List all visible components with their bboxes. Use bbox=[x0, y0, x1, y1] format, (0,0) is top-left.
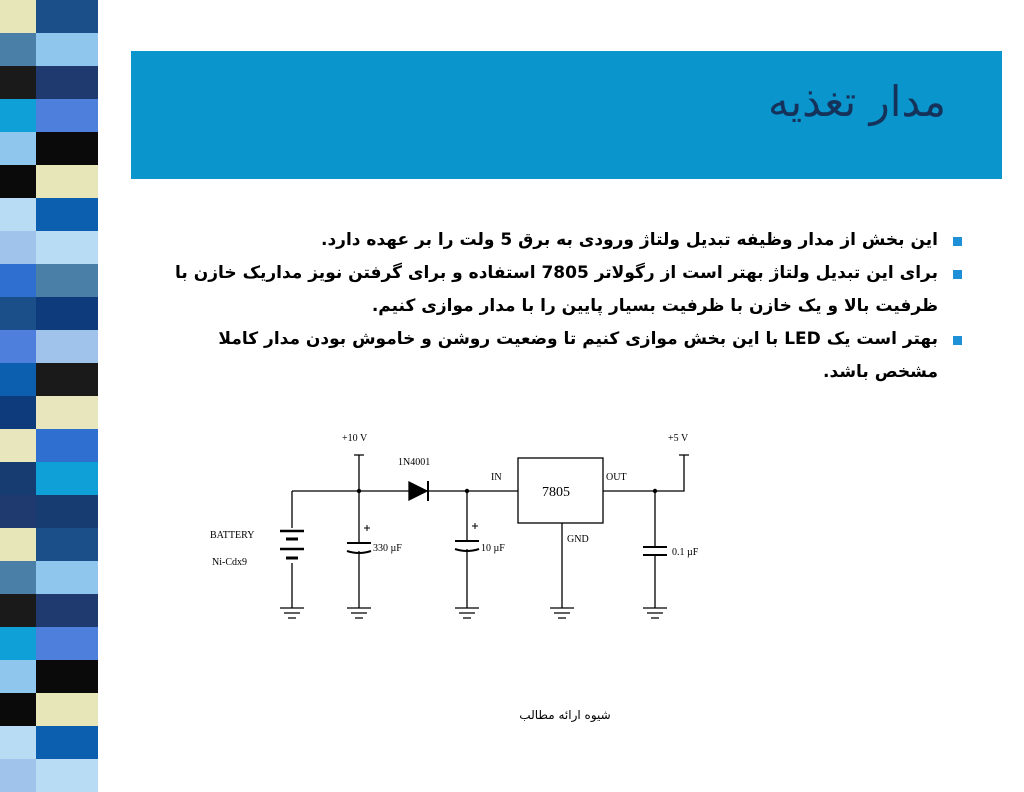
stripe-cell bbox=[98, 495, 118, 528]
diode-label: 1N4001 bbox=[398, 457, 431, 468]
pin-gnd-label: GND bbox=[567, 534, 589, 545]
capacitor-330uf bbox=[347, 491, 371, 608]
stripe-cell bbox=[36, 99, 98, 132]
stripe-cell bbox=[36, 297, 98, 330]
stripe-band bbox=[0, 297, 118, 330]
stripe-band bbox=[0, 66, 118, 99]
title-bar bbox=[131, 51, 1002, 179]
battery-symbol bbox=[280, 491, 304, 608]
stripe-cell bbox=[98, 264, 118, 297]
stripe-cell bbox=[0, 396, 36, 429]
stripe-cell bbox=[98, 759, 118, 792]
stripe-cell bbox=[0, 330, 36, 363]
stripe-cell bbox=[98, 132, 118, 165]
cap2-label: 10 µF bbox=[481, 543, 505, 554]
diode-symbol bbox=[409, 481, 428, 501]
stripe-cell bbox=[0, 231, 36, 264]
stripe-band bbox=[0, 264, 118, 297]
stripe-cell bbox=[98, 231, 118, 264]
stripe-cell bbox=[98, 99, 118, 132]
stripe-cell bbox=[0, 594, 36, 627]
stripe-cell bbox=[0, 660, 36, 693]
capacitor-10uf bbox=[455, 491, 479, 608]
bullet-list bbox=[150, 224, 962, 389]
stripe-cell bbox=[98, 363, 118, 396]
stripe-cell bbox=[0, 132, 36, 165]
stripe-cell bbox=[98, 594, 118, 627]
stripe-cell bbox=[36, 198, 98, 231]
stripe-cell bbox=[36, 627, 98, 660]
stripe-band bbox=[0, 594, 118, 627]
stripe-cell bbox=[98, 627, 118, 660]
stripe-band bbox=[0, 495, 118, 528]
stripe-band bbox=[0, 528, 118, 561]
cap3-label: 0.1 µF bbox=[672, 547, 699, 558]
stripe-cell bbox=[0, 0, 36, 33]
stripe-cell bbox=[36, 495, 98, 528]
stripe-cell bbox=[0, 627, 36, 660]
stripe-band bbox=[0, 660, 118, 693]
stripe-band bbox=[0, 726, 118, 759]
stripe-cell bbox=[36, 726, 98, 759]
input-voltage-label: +10 V bbox=[342, 433, 368, 444]
stripe-cell bbox=[36, 330, 98, 363]
stripe-band bbox=[0, 198, 118, 231]
regulator-label: 7805 bbox=[542, 485, 570, 500]
stripe-band bbox=[0, 33, 118, 66]
stripe-cell bbox=[36, 528, 98, 561]
pin-out-label: OUT bbox=[606, 472, 627, 483]
footer-text: شیوه ارائه مطالب bbox=[519, 708, 611, 722]
stripe-cell bbox=[36, 0, 98, 33]
stripe-cell bbox=[0, 363, 36, 396]
stripe-cell bbox=[36, 66, 98, 99]
battery-label: BATTERY bbox=[210, 530, 255, 541]
stripe-band bbox=[0, 231, 118, 264]
stripe-cell bbox=[98, 0, 118, 33]
stripe-cell bbox=[36, 363, 98, 396]
stripe-cell bbox=[36, 264, 98, 297]
stripe-cell bbox=[98, 462, 118, 495]
stripe-cell bbox=[98, 693, 118, 726]
stripe-band bbox=[0, 561, 118, 594]
ground-icon bbox=[280, 608, 667, 618]
stripe-cell bbox=[0, 165, 36, 198]
capacitor-0-1uf bbox=[643, 491, 667, 608]
square-bullet-icon bbox=[953, 237, 962, 246]
stripe-cell bbox=[0, 66, 36, 99]
stripe-band bbox=[0, 99, 118, 132]
stripe-cell bbox=[98, 528, 118, 561]
stripe-cell bbox=[0, 99, 36, 132]
stripe-band bbox=[0, 330, 118, 363]
stripe-cell bbox=[36, 660, 98, 693]
stripe-cell bbox=[98, 198, 118, 231]
stripe-band bbox=[0, 363, 118, 396]
power-supply-schematic bbox=[200, 425, 720, 640]
stripe-cell bbox=[0, 462, 36, 495]
stripe-band bbox=[0, 693, 118, 726]
stripe-cell bbox=[98, 165, 118, 198]
bullet-item bbox=[150, 257, 962, 323]
stripe-cell bbox=[98, 396, 118, 429]
stripe-cell bbox=[36, 33, 98, 66]
stripe-cell bbox=[98, 660, 118, 693]
stripe-cell bbox=[98, 33, 118, 66]
stripe-band bbox=[0, 759, 118, 792]
stripe-band bbox=[0, 429, 118, 462]
stripe-cell bbox=[98, 66, 118, 99]
stripe-cell bbox=[98, 726, 118, 759]
stripe-band bbox=[0, 132, 118, 165]
battery-type-label: Ni-Cdx9 bbox=[212, 557, 247, 568]
stripe-cell bbox=[36, 759, 98, 792]
stripe-band bbox=[0, 396, 118, 429]
polarity-mark bbox=[364, 523, 478, 531]
stripe-cell bbox=[0, 759, 36, 792]
stripe-cell bbox=[36, 396, 98, 429]
bullet-item bbox=[150, 323, 962, 389]
stripe-cell bbox=[36, 594, 98, 627]
stripe-cell bbox=[98, 297, 118, 330]
bullet-item bbox=[150, 224, 962, 257]
stripe-cell bbox=[98, 429, 118, 462]
stripe-band bbox=[0, 0, 118, 33]
output-voltage-label: +5 V bbox=[668, 433, 689, 444]
bullet-text: این بخش از مدار وظیفه تبدیل ولتاژ ورودی به برق 5 ولت را بر عهده دارد. bbox=[320, 230, 938, 250]
stripe-cell bbox=[36, 561, 98, 594]
stripe-cell bbox=[36, 132, 98, 165]
stripe-cell bbox=[36, 693, 98, 726]
stripe-cell bbox=[0, 693, 36, 726]
bullet-text: بهتر است یک LED با این بخش موازی کنیم تا وضعیت روشن و خاموش بودن مدار کاملا مشخص باشد. bbox=[218, 329, 938, 382]
stripe-cell bbox=[0, 429, 36, 462]
stripe-cell bbox=[0, 33, 36, 66]
stripe-band bbox=[0, 165, 118, 198]
stripe-cell bbox=[36, 462, 98, 495]
stripe-cell bbox=[0, 297, 36, 330]
pin-in-label: IN bbox=[491, 472, 502, 483]
stripe-cell bbox=[36, 165, 98, 198]
stripe-band bbox=[0, 627, 118, 660]
slide-title: مدار تغذیه bbox=[767, 77, 946, 126]
stripe-cell bbox=[36, 231, 98, 264]
stripe-band bbox=[0, 462, 118, 495]
stripe-cell bbox=[0, 264, 36, 297]
decorative-stripe-bar bbox=[0, 0, 118, 768]
stripe-cell bbox=[0, 528, 36, 561]
bullet-text: برای این تبدیل ولتاژ بهتر است از رگولاتر 7805 استفاده و برای گرفتن نویز مداریک خازن با ظرفیت بالا و یک خازن با ظرفیت بسیار پایین را با مدار موازی کنیم. bbox=[175, 263, 938, 316]
stripe-cell bbox=[0, 198, 36, 231]
cap1-label: 330 µF bbox=[373, 543, 402, 554]
square-bullet-icon bbox=[953, 336, 962, 345]
stripe-cell bbox=[0, 726, 36, 759]
square-bullet-icon bbox=[953, 270, 962, 279]
stripe-cell bbox=[0, 495, 36, 528]
stripe-cell bbox=[0, 561, 36, 594]
stripe-cell bbox=[36, 429, 98, 462]
stripe-cell bbox=[98, 330, 118, 363]
stripe-cell bbox=[98, 561, 118, 594]
